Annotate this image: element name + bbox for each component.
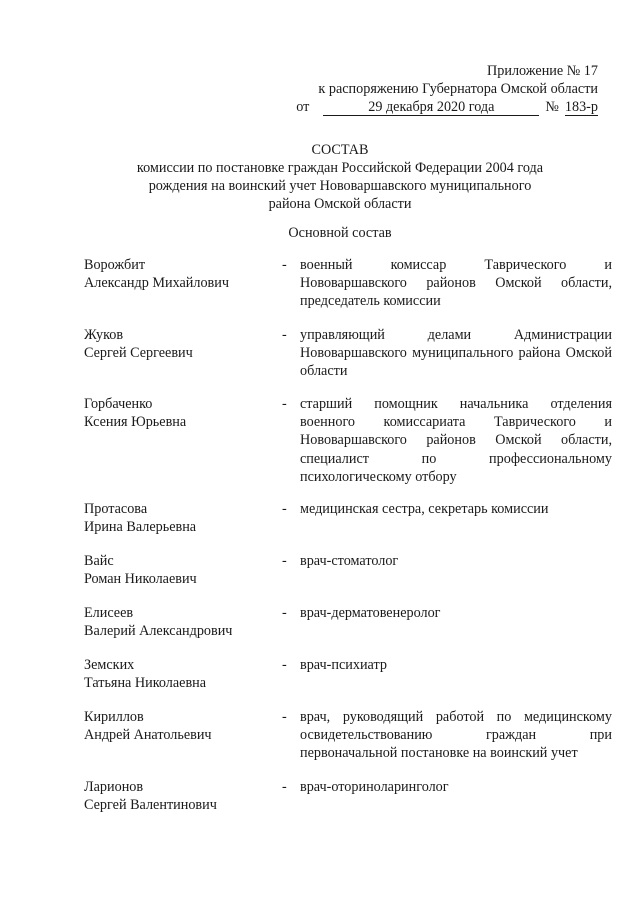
appendix-header (268, 62, 598, 116)
member-surname: Ларионов (84, 779, 144, 795)
member-row (84, 604, 600, 640)
member-surname: Протасова (84, 501, 148, 517)
member-role: медицинская сестра, секретарь комиссии (300, 501, 549, 517)
order-reference: к распоряжению Губернатора Омской области (318, 81, 598, 97)
member-dash: - (282, 257, 287, 273)
title-line-1: комиссии по постановке граждан Российской Федерации 2004 года (136, 160, 544, 176)
member-role: военный комиссар Таврического и Нововаршавского районов Омской области, председатель комиссии (300, 257, 612, 310)
section-title: Основной состав (288, 225, 392, 241)
member-role: врач-дерматовенеролог (300, 605, 441, 621)
member-given-names: Роман Николаевич (84, 571, 197, 588)
member-surname: Елисеев (84, 605, 134, 621)
member-dash: - (282, 396, 287, 412)
member-role: врач-оториноларинголог (300, 779, 449, 795)
document-title (80, 141, 600, 213)
member-given-names: Сергей Валентинович (84, 797, 217, 814)
member-row (84, 395, 612, 486)
member-row (84, 552, 600, 588)
member-row (84, 708, 612, 763)
appendix-number: Приложение № 17 (487, 63, 598, 79)
order-number: 183-р (564, 99, 598, 115)
order-date-line (268, 98, 598, 116)
member-role: врач-стоматолог (300, 553, 399, 569)
member-given-names: Александр Михайлович (84, 275, 229, 292)
member-name (84, 778, 282, 814)
member-name (84, 708, 282, 763)
order-date: 29 декабря 2020 года (323, 100, 539, 116)
member-surname: Жуков (84, 327, 124, 343)
title-line-2: рождения на воинский учет Нововаршавского муниципального (148, 178, 532, 194)
member-given-names: Андрей Анатольевич (84, 727, 212, 744)
title-line-3: района Омской области (268, 196, 412, 212)
member-dash: - (282, 709, 287, 725)
member-name (84, 500, 282, 536)
member-surname: Вайс (84, 553, 114, 569)
member-row (84, 778, 600, 814)
from-label: от (296, 99, 310, 115)
member-given-names: Валерий Александрович (84, 623, 233, 640)
member-role: врач, руководящий работой по медицинскому освидетельствованию граждан при первоначальной постановке на воинский учет (300, 709, 612, 762)
member-name (84, 552, 282, 588)
member-given-names: Татьяна Николаевна (84, 675, 207, 692)
title-heading: СОСТАВ (311, 142, 369, 158)
member-dash: - (282, 605, 287, 621)
member-dash: - (282, 501, 287, 517)
member-dash: - (282, 779, 287, 795)
member-dash: - (282, 553, 287, 569)
member-name (84, 656, 282, 692)
member-name (84, 395, 282, 486)
member-given-names: Ирина Валерьевна (84, 519, 197, 536)
member-surname: Кириллов (84, 709, 144, 725)
member-role: врач-психиатр (300, 657, 387, 673)
member-row (84, 656, 600, 692)
member-surname: Земских (84, 657, 135, 673)
member-name (84, 604, 282, 640)
member-surname: Ворожбит (84, 257, 146, 273)
member-role: старший помощник начальника отделения военного комиссариата Таврического и Нововаршавского районов Омской области, специалист по профессиональному психологическому отбору (300, 396, 612, 485)
member-name (84, 256, 282, 311)
member-row (84, 326, 612, 381)
member-row (84, 256, 612, 311)
member-given-names: Ксения Юрьевна (84, 414, 187, 431)
member-dash: - (282, 657, 287, 673)
member-dash: - (282, 327, 287, 343)
member-row (84, 500, 600, 536)
number-sign: № (545, 99, 559, 115)
member-given-names: Сергей Сергеевич (84, 345, 193, 362)
member-name (84, 326, 282, 381)
member-surname: Горбаченко (84, 396, 153, 412)
member-role: управляющий делами Администрации Нововаршавского муниципального района Омской области (300, 327, 612, 380)
